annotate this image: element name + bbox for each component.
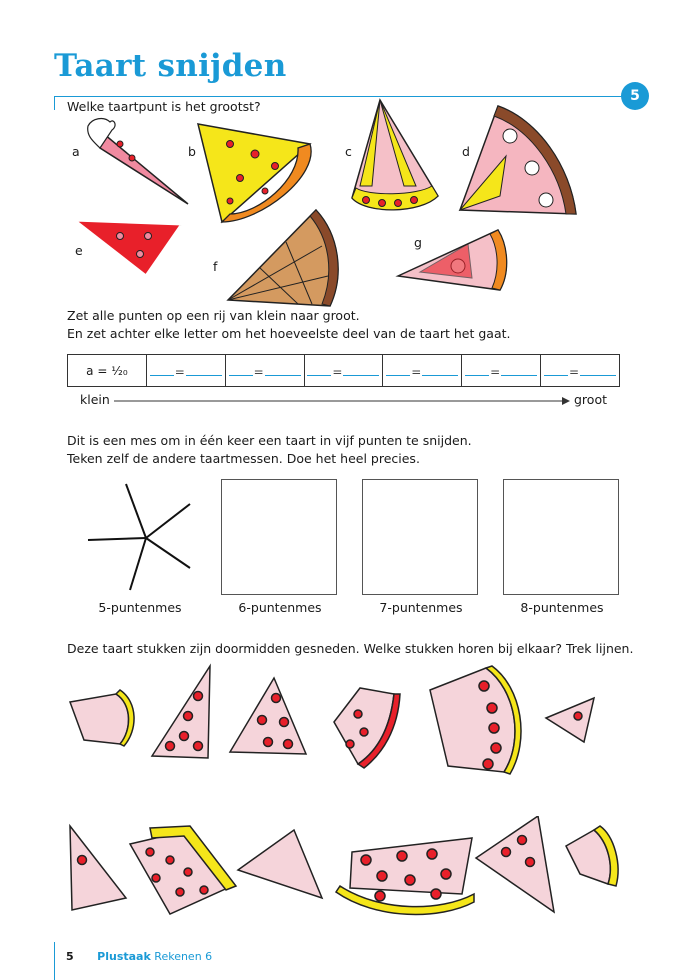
instruction-knife-line1: Dit is een mes om in één keer een taart in vijf punten te snijden. [67, 433, 472, 448]
ordering-row [67, 354, 620, 387]
order-cell[interactable]: = [383, 355, 462, 387]
order-cell[interactable]: = [541, 355, 620, 387]
footer-rule [54, 942, 55, 980]
order-cell[interactable]: = [146, 355, 225, 387]
scale-label-large: groot [574, 392, 607, 407]
page-title: Taart snijden [54, 48, 287, 84]
knife-caption-8: 8-puntenmes [520, 600, 604, 615]
scale-arrow [114, 396, 570, 406]
page-badge: 5 [621, 82, 649, 110]
knife-caption-7: 7-puntenmes [379, 600, 463, 615]
slice-label-g: g [414, 235, 422, 250]
slice-c [352, 100, 438, 210]
slice-b [198, 124, 311, 222]
order-cell[interactable]: = [462, 355, 541, 387]
slice-label-b: b [188, 144, 196, 159]
half-pieces-bottom-row [60, 816, 630, 920]
order-cell-first: a = ¹⁄₂₀ [68, 355, 147, 387]
five-point-knife-drawing [86, 482, 196, 594]
half-piece-bottom-1 [70, 826, 126, 910]
footer [66, 950, 212, 963]
half-pieces-top-row [60, 660, 620, 776]
instruction-match-halves: Deze taart stukken zijn doormidden gesneden. Welke stukken horen bij elkaar? Trek lijnen. [67, 641, 634, 656]
half-piece-bottom-5 [476, 816, 554, 912]
footer-subject: Rekenen 6 [154, 950, 213, 963]
drawing-box-8[interactable] [503, 479, 619, 595]
order-cell[interactable]: = [225, 355, 304, 387]
slice-a [88, 119, 188, 204]
slice-label-a: a [72, 144, 80, 159]
drawing-box-6[interactable] [221, 479, 337, 595]
half-piece-top-4 [334, 688, 394, 764]
instruction-order-line2: En zet achter elke letter om het hoeveelste deel van de taart het gaat. [67, 326, 511, 341]
slice-f [228, 210, 338, 306]
footer-brand: Plustaak [97, 950, 151, 963]
scale-label-small: klein [80, 392, 110, 407]
instruction-order-line1: Zet alle punten op een rij van klein naar groot. [67, 308, 360, 323]
title-rule-left [54, 96, 55, 110]
instruction-knife-line2: Teken zelf de andere taartmessen. Doe het heel precies. [67, 451, 420, 466]
knife-caption-6: 6-puntenmes [238, 600, 322, 615]
slice-d [460, 106, 576, 214]
slice-label-f: f [213, 259, 218, 274]
slice-label-d: d [462, 144, 470, 159]
slice-label-e: e [75, 243, 83, 258]
order-cell[interactable]: = [304, 355, 383, 387]
knife-caption-5: 5-puntenmes [98, 600, 182, 615]
question-largest-slice: Welke taartpunt is het grootst? [67, 99, 261, 114]
slice-label-c: c [345, 144, 352, 159]
pie-slices-illustration [60, 96, 600, 310]
half-piece-top-1 [70, 694, 129, 744]
footer-page-number: 5 [66, 950, 74, 963]
half-piece-bottom-3 [238, 830, 322, 898]
drawing-box-7[interactable] [362, 479, 478, 595]
half-piece-top-6 [546, 698, 594, 742]
slice-e [74, 220, 182, 276]
